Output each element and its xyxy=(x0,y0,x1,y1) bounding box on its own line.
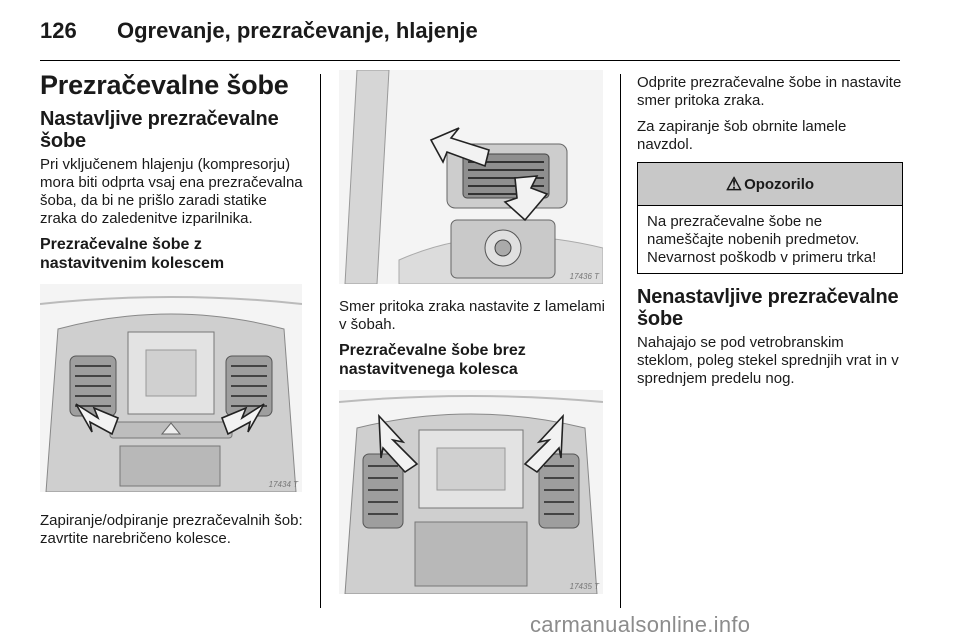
warning-box xyxy=(637,162,903,274)
header-rule xyxy=(40,60,900,61)
warning-title: Opozorilo xyxy=(744,175,815,193)
intro-paragraph: Pri vključenem hlajenju (kompresorju) mora biti odprta vsaj ena prezračevalna šoba, da bi ne prišlo zaradi statike zraka do zaledenitve izparilnika. xyxy=(40,156,303,228)
fixed-vents-paragraph: Nahajajo se pod vetrobranskim steklom, poleg stekel sprednjih vrat in v sprednjem predelu nog. xyxy=(637,334,899,387)
vent-lamella-figure xyxy=(339,70,603,284)
dashboard-vents-illustration xyxy=(40,284,302,492)
warning-triangle-icon: ⚠ xyxy=(725,173,743,194)
column-divider-left xyxy=(320,74,321,608)
no-wheel-heading: Prezračevalne šobe brez nastavitvenega kolesca xyxy=(339,342,526,378)
open-paragraph: Odprite prezračevalne šobe in nastavite smer pritoka zraka. xyxy=(637,74,902,109)
figure-caption: Zapiranje/odpiranje prezračevalnih šob: zavrtite narebričeno kolesce. xyxy=(40,511,303,547)
vent-lamella-illustration xyxy=(339,70,603,284)
direction-paragraph: Smer pritoka zraka nastavite z lamelami v šobah. xyxy=(339,298,605,333)
watermark: carmanualsonline.info xyxy=(530,612,751,637)
left-column xyxy=(40,70,306,556)
page-number: 126 xyxy=(40,18,77,43)
subsection-title: Nastavljive prezračevalne šobe xyxy=(40,108,279,153)
figure-number: 17435 T xyxy=(569,581,599,591)
fixed-vents-title: Nenastavljive prezračevalne šobe xyxy=(637,286,899,330)
warning-text: Na prezračevalne šobe ne nameščajte nobenih predmetov. Nevarnost poškodb v primeru trka! xyxy=(647,213,877,266)
fixed-lamella-illustration xyxy=(339,390,603,594)
figure-number: 17434 T xyxy=(268,479,298,489)
fixed-lamella-figure xyxy=(339,390,603,594)
figure-number: 17436 T xyxy=(569,272,599,281)
dashboard-vents-figure xyxy=(40,284,302,492)
middle-column xyxy=(339,70,605,594)
warning-header xyxy=(638,163,902,206)
section-title: Prezračevalne šobe xyxy=(40,70,289,100)
chapter-title: Ogrevanje, prezračevanje, hlajenje xyxy=(117,18,478,43)
close-paragraph: Za zapiranje šob obrnite lamele navzdol. xyxy=(637,118,847,153)
thumbwheel-heading: Prezračevalne šobe z nastavitvenim kolescem xyxy=(40,236,225,273)
right-column xyxy=(637,74,903,396)
column-divider-right xyxy=(620,74,621,608)
